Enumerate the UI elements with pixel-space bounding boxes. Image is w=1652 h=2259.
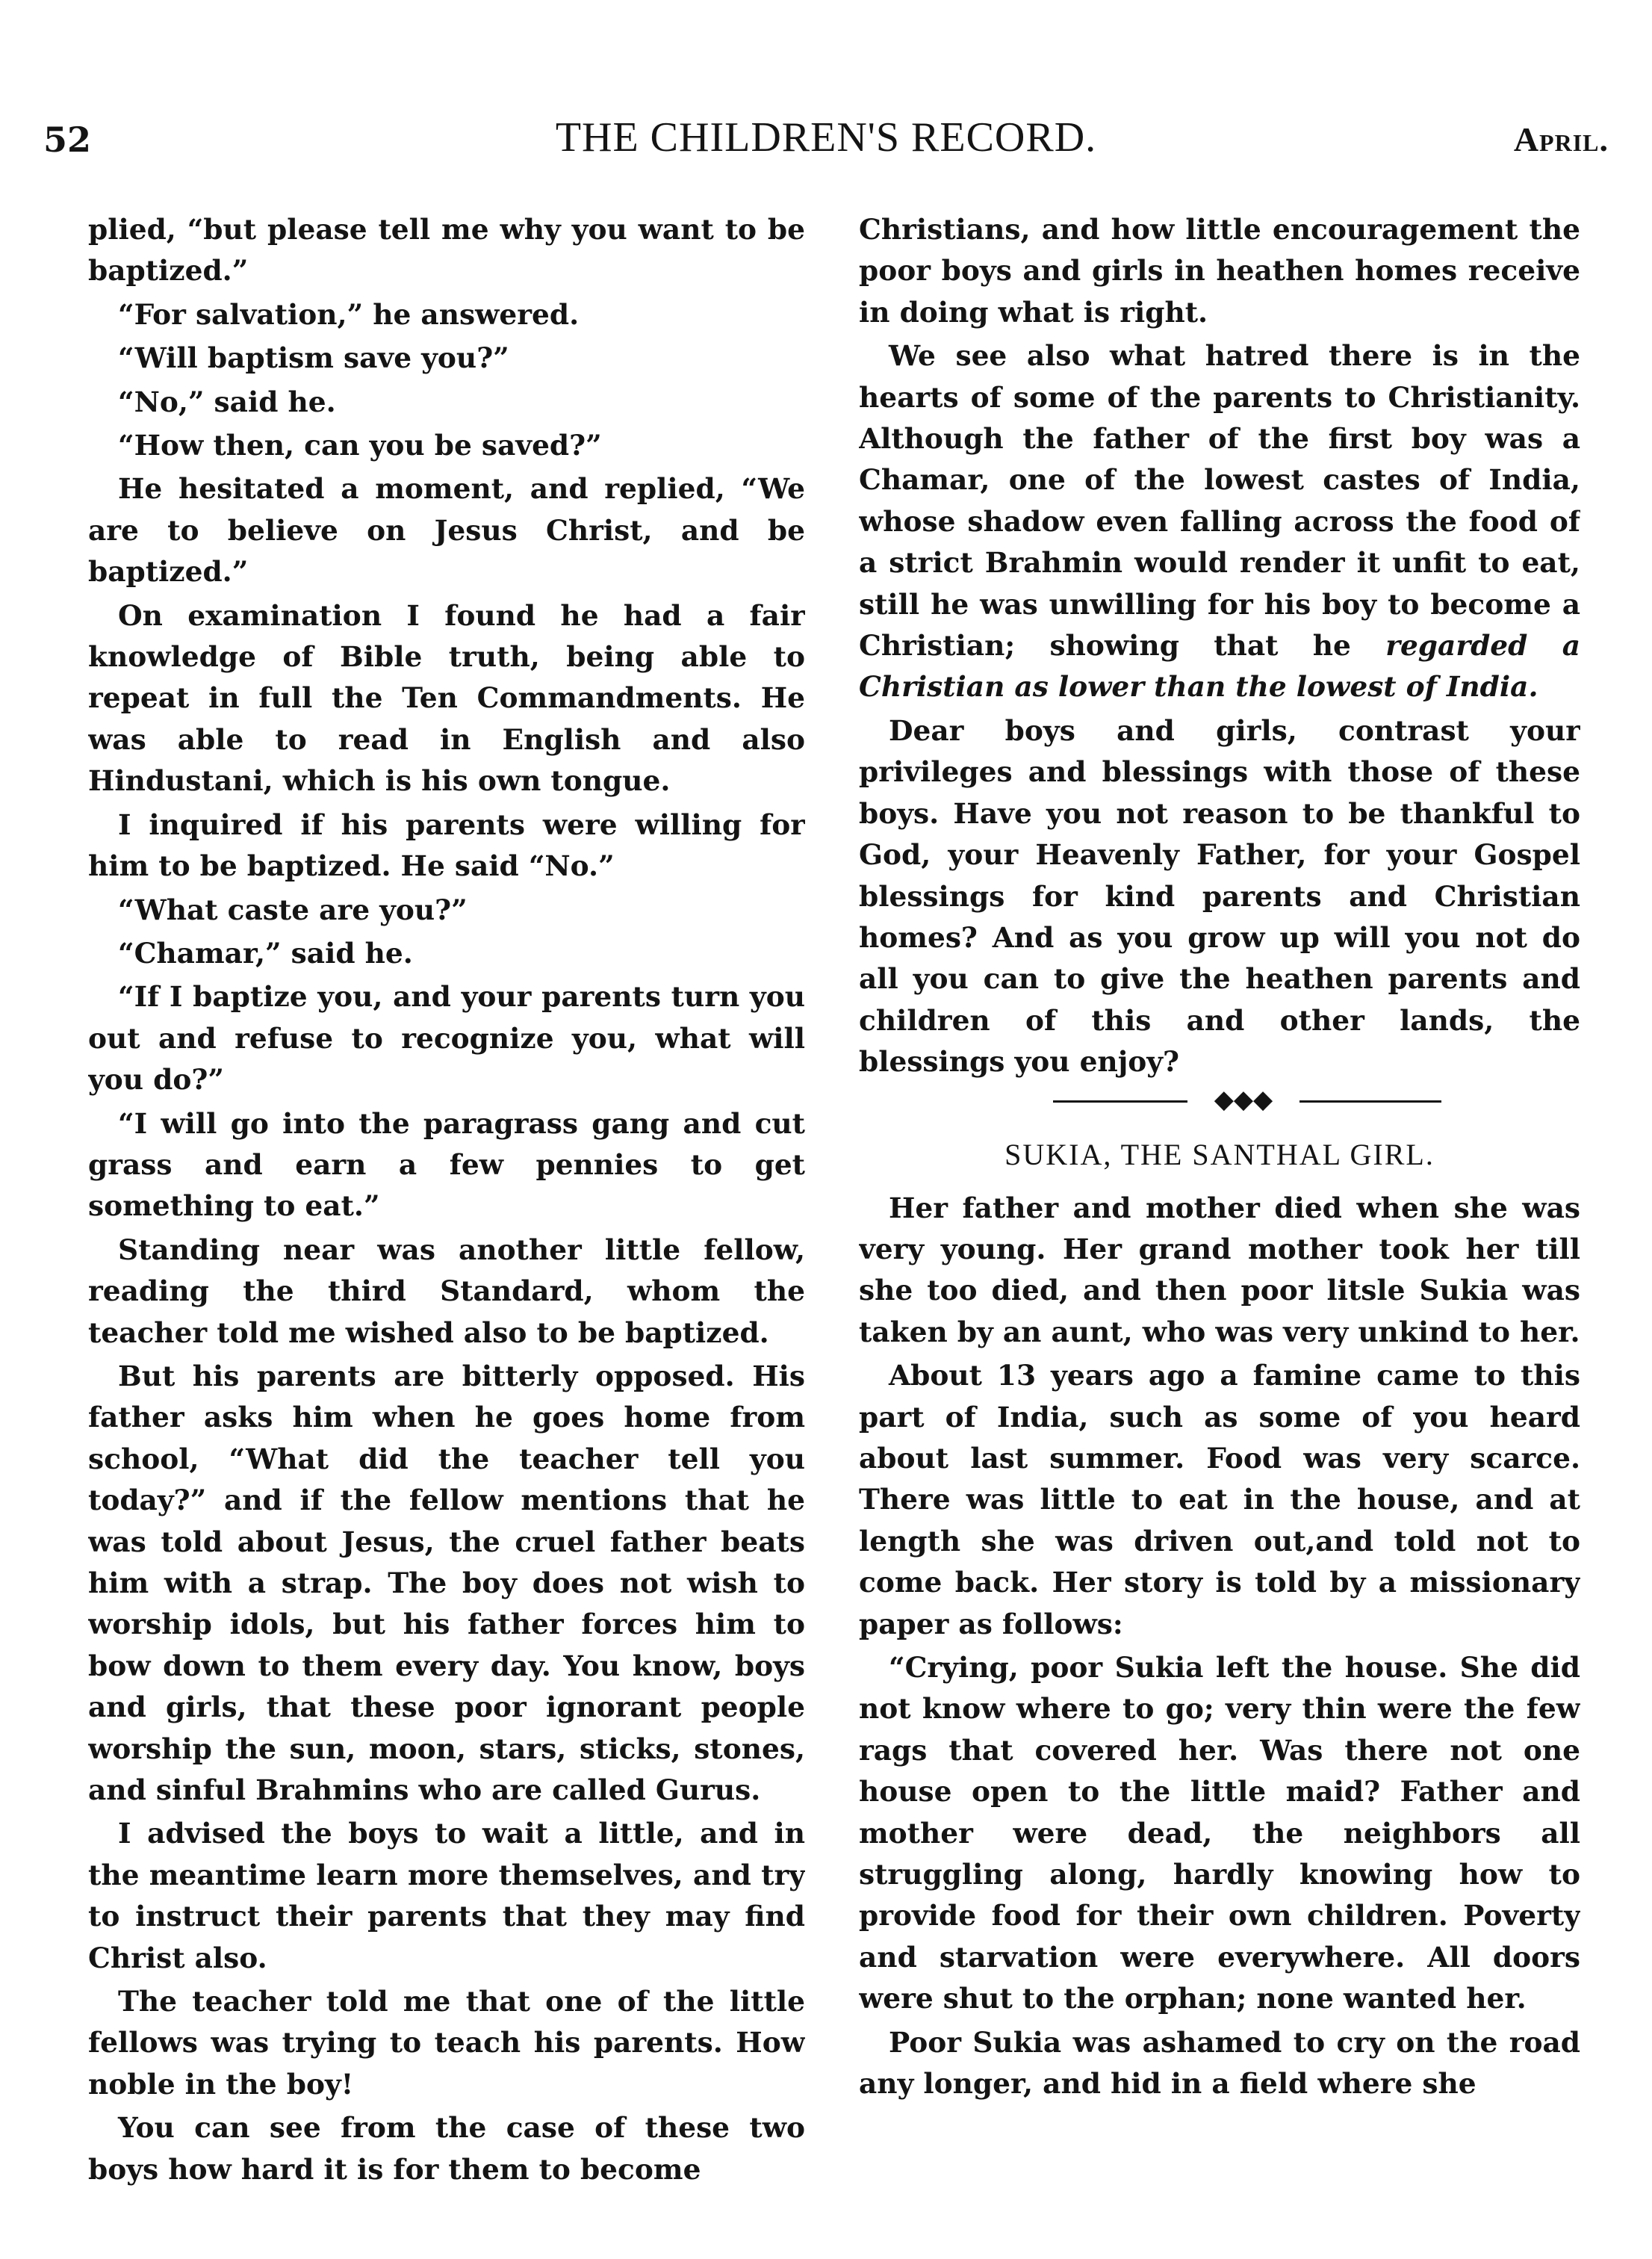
page-number: 52	[43, 120, 92, 160]
paragraph: He hesitated a moment, and replied, “We are to believe on Jesus Christ, and be baptized.”	[88, 472, 805, 589]
paragraph: The teacher told me that one of the little fellows was trying to teach his parents. How noble in the boy!	[88, 1985, 805, 2101]
running-title: THE CHILDREN'S RECORD.	[555, 114, 1097, 161]
italic-text: regarded a Christian as lower than the lowest of India.	[859, 629, 1580, 704]
paragraph: “No,” said he.	[118, 385, 336, 418]
paragraph: Dear boys and girls, contrast your privileges and blessings with those of these boys. Have you not reason to be thankful to God, your Heavenly Father, for your Gospel blessings for kind parents and Christian homes? And as you grow up will you not do all you can to give the heathen parents and children of this and other lands, the blessings you enjoy?	[859, 713, 1580, 1079]
paragraph-text: We see also what hatred there is in the hearts of some of the parents to Christianity. Although the father of the first boy was a Chamar, one of the lowest castes of India, whose shadow even falling across the food of a strict Brahmin would render it unfit to eat, still he was unwilling for his boy to become a Christian; showing that he	[859, 339, 1580, 663]
paragraph: “Will baptism save you?”	[118, 341, 509, 375]
paragraph: “If I baptize you, and your parents turn you out and refuse to recognize you, what will you do?”	[88, 980, 805, 1097]
paragraph: About 13 years ago a famine came to this part of India, such as some of you heard about last summer. Food was very scarce. There was little to eat in the house, and at length she was driven out,and told not to come back. Her story is told by a missionary paper as follows:	[859, 1359, 1580, 1640]
page-header	[43, 114, 1609, 173]
paragraph: Christians, and how little encouragement the poor boys and girls in heathen homes receive in doing what is right.	[859, 213, 1580, 329]
paragraph: I advised the boys to wait a little, and in the meantime learn more themselves, and try to instruct their parents that they may find Christ also.	[88, 1817, 805, 1974]
right-column	[859, 209, 1580, 2226]
paragraph: But his parents are bitterly opposed. His father asks him when he goes home from school, “What did the teacher tell you today?” and if the fellow mentions that he was told about Jesus, the cruel father beats him with a strap. The boy does not wish to worship idols, but his father forces him to bow down to them every day. You know, boys and girls, that these poor ignorant people worship the sun, moon, stars, sticks, stones, and sinful Brahmins who are called Gurus.	[88, 1359, 805, 1807]
paragraph: Poor Sukia was ashamed to cry on the road any longer, and hid in a field where she	[859, 2025, 1580, 2101]
section-divider	[859, 1084, 1580, 1115]
paragraph: “For salvation,” he answered.	[118, 297, 580, 331]
left-column	[88, 209, 805, 2226]
paragraph: “Crying, poor Sukia left the house. She did not know where to go; very thin were the few rags that covered her. Was there not one house open to the little maid? Father and mother were dead, the neighbors all struggling along, hardly knowing how to provide food for their own children. Poverty and starvation were everywhere. All doors were shut to the orphan; none wanted her.	[859, 1651, 1580, 2015]
paragraph: “What caste are you?”	[118, 893, 468, 926]
section-title: SUKIA, THE SANTHAL GIRL.	[1004, 1137, 1435, 1171]
paragraph: Her father and mother died when she was very young. Her grand mother took her till she too died, and then poor litsle Sukia was taken by an aunt, who was very unkind to her.	[859, 1191, 1580, 1348]
paragraph: “How then, can you be saved?”	[118, 429, 602, 462]
paragraph: Standing near was another little fellow, reading the third Standard, whom the teacher told me wished also to be baptized.	[88, 1233, 805, 1349]
paragraph: I inquired if his parents were willing for him to be baptized. He said “No.”	[88, 808, 805, 883]
paragraph: “Chamar,” said he.	[118, 936, 413, 970]
paragraph: “I will go into the paragrass gang and cut grass and earn a few pennies to get something to eat.”	[88, 1106, 805, 1223]
issue-month: April.	[1513, 120, 1609, 158]
paragraph: You can see from the case of these two boys how hard it is for them to become	[88, 2111, 805, 2186]
divider-ornament: ◆◆◆	[1187, 1085, 1299, 1115]
paragraph: plied, “but please tell me why you want to be baptized.”	[88, 213, 805, 288]
paragraph	[859, 335, 1580, 708]
paragraph: On examination I found he had a fair knowledge of Bible truth, being able to repeat in full the Ten Commandments. He was able to read in English and also Hindustani, which is his own tongue.	[88, 598, 805, 798]
